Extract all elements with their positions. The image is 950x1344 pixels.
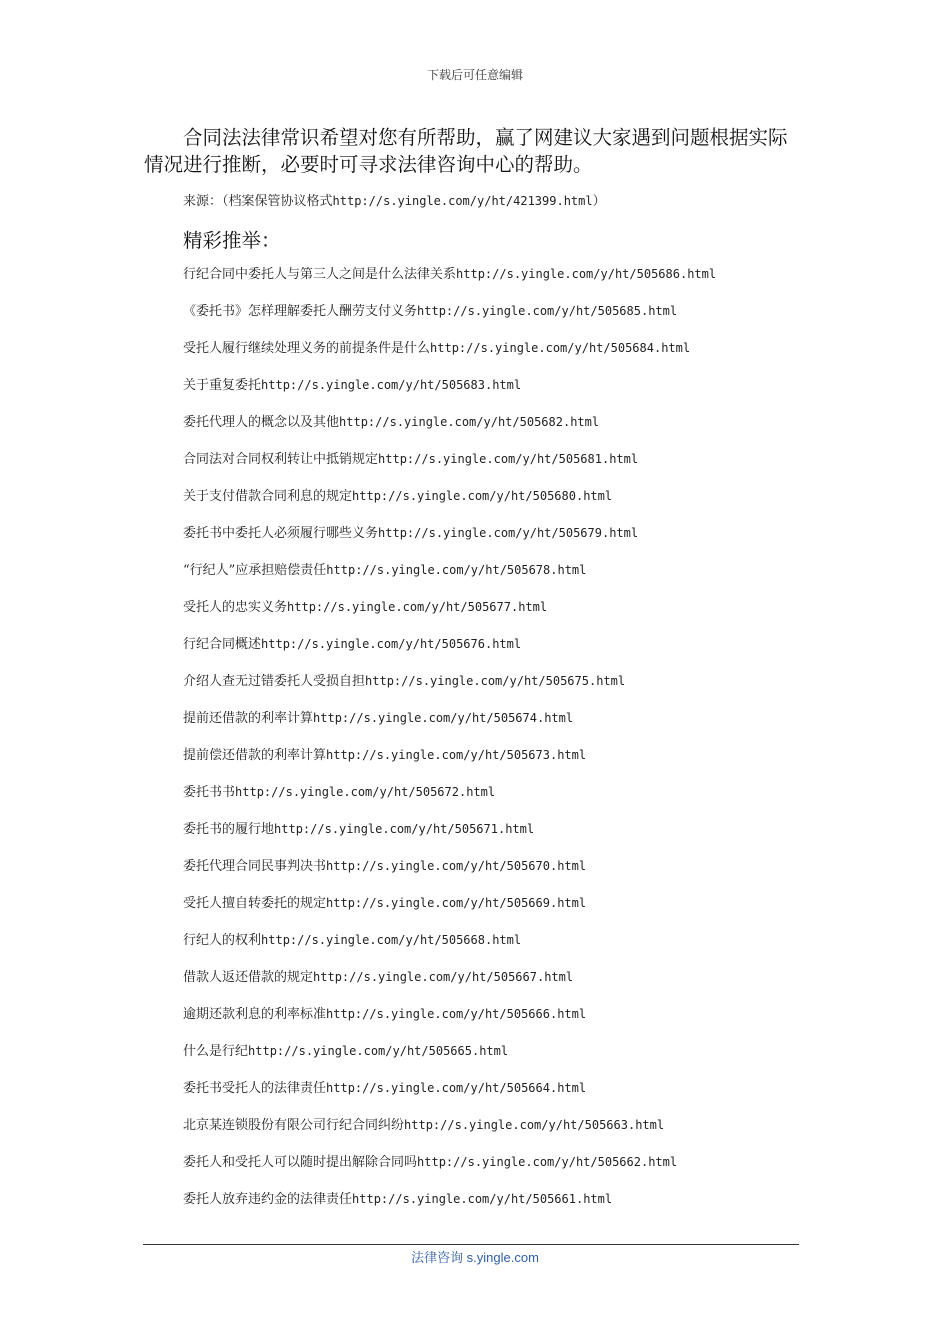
recommendation-link[interactable]: http://s.yingle.com/y/ht/505670.html	[326, 859, 587, 873]
recommendation-title[interactable]: 行纪合同中委托人与第三人之间是什么法律关系	[183, 267, 457, 282]
header-note: 下载后可任意编辑	[426, 68, 523, 82]
recommendation-item[interactable]	[183, 816, 716, 853]
recommendation-link[interactable]: http://s.yingle.com/y/ht/505666.html	[326, 1007, 587, 1021]
recommendation-title[interactable]: 受托人擅自转委托的规定	[183, 896, 327, 911]
recommendations-title: 精彩推举：	[183, 229, 281, 252]
recommendation-link[interactable]: http://s.yingle.com/y/ht/505661.html	[352, 1192, 613, 1206]
recommendation-item[interactable]	[183, 298, 716, 335]
recommendation-item[interactable]	[183, 1112, 716, 1149]
recommendation-item[interactable]	[183, 1001, 716, 1038]
footer-link[interactable]: 法律咨询 s.yingle.com	[411, 1250, 539, 1265]
recommendation-title[interactable]: 委托书书	[183, 785, 236, 800]
recommendation-item[interactable]	[183, 557, 716, 594]
recommendation-item[interactable]	[183, 520, 716, 557]
recommendation-link[interactable]: http://s.yingle.com/y/ht/505674.html	[313, 711, 574, 725]
recommendation-title[interactable]: 受托人的忠实义务	[183, 600, 288, 615]
footer-divider	[143, 1244, 799, 1245]
recommendation-title[interactable]: 委托书的履行地	[183, 822, 275, 837]
recommendation-item[interactable]	[183, 927, 716, 964]
recommendation-item[interactable]	[183, 261, 716, 298]
recommendation-item[interactable]	[183, 1038, 716, 1075]
source-suffix: ）	[592, 194, 606, 209]
recommendation-title[interactable]: 委托书受托人的法律责任	[183, 1081, 327, 1096]
recommendation-title[interactable]: 委托人和受托人可以随时提出解除合同吗	[183, 1155, 418, 1170]
recommendation-title[interactable]: 提前偿还借款的利率计算	[183, 748, 327, 763]
recommendation-link[interactable]: http://s.yingle.com/y/ht/505672.html	[235, 785, 496, 799]
recommendation-link[interactable]: http://s.yingle.com/y/ht/505677.html	[287, 600, 548, 614]
recommendation-item[interactable]	[183, 335, 716, 372]
recommendation-item[interactable]	[183, 1149, 716, 1186]
recommendation-link[interactable]: http://s.yingle.com/y/ht/505667.html	[313, 970, 574, 984]
recommendation-title[interactable]: 《委托书》怎样理解委托人酬劳支付义务	[183, 304, 418, 319]
recommendation-link[interactable]: http://s.yingle.com/y/ht/505671.html	[274, 822, 535, 836]
recommendation-title[interactable]: 行纪人的权利	[183, 933, 262, 948]
recommendation-link[interactable]: http://s.yingle.com/y/ht/505663.html	[404, 1118, 665, 1132]
recommendation-item[interactable]	[183, 446, 716, 483]
recommendation-link[interactable]: http://s.yingle.com/y/ht/505679.html	[378, 526, 639, 540]
recommendations-list	[183, 261, 716, 1223]
recommendation-item[interactable]	[183, 409, 716, 446]
recommendation-item[interactable]	[183, 668, 716, 705]
recommendation-title[interactable]: 受托人履行继续处理义务的前提条件是什么	[183, 341, 431, 356]
recommendation-link[interactable]: http://s.yingle.com/y/ht/505673.html	[326, 748, 587, 762]
recommendation-link[interactable]: http://s.yingle.com/y/ht/505680.html	[352, 489, 613, 503]
recommendation-link[interactable]: http://s.yingle.com/y/ht/505678.html	[326, 563, 587, 577]
recommendation-title[interactable]: 关于支付借款合同利息的规定	[183, 489, 353, 504]
recommendation-item[interactable]	[183, 1075, 716, 1112]
recommendation-link[interactable]: http://s.yingle.com/y/ht/505676.html	[261, 637, 522, 651]
recommendation-title[interactable]: 委托代理人的概念以及其他	[183, 415, 340, 430]
source-link[interactable]: http://s.yingle.com/y/ht/421399.html	[332, 194, 593, 208]
recommendation-link[interactable]: http://s.yingle.com/y/ht/505669.html	[326, 896, 587, 910]
recommendation-link[interactable]: http://s.yingle.com/y/ht/505683.html	[261, 378, 522, 392]
recommendation-link[interactable]: http://s.yingle.com/y/ht/505685.html	[417, 304, 678, 318]
recommendation-title[interactable]: 委托代理合同民事判决书	[183, 859, 327, 874]
source-line	[183, 190, 606, 209]
recommendation-title[interactable]: 委托书中委托人必须履行哪些义务	[183, 526, 379, 541]
recommendation-item[interactable]	[183, 964, 716, 1001]
recommendation-link[interactable]: http://s.yingle.com/y/ht/505675.html	[365, 674, 626, 688]
recommendation-title[interactable]: 介绍人查无过错委托人受损自担	[183, 674, 366, 689]
recommendation-item[interactable]	[183, 779, 716, 816]
recommendation-title[interactable]: 借款人返还借款的规定	[183, 970, 314, 985]
recommendation-title[interactable]: 什么是行纪	[183, 1044, 249, 1059]
source-prefix: 来源：（档案保管协议格式	[183, 194, 333, 209]
recommendation-link[interactable]: http://s.yingle.com/y/ht/505684.html	[430, 341, 691, 355]
recommendation-item[interactable]	[183, 890, 716, 927]
recommendation-link[interactable]: http://s.yingle.com/y/ht/505665.html	[248, 1044, 509, 1058]
recommendation-title[interactable]: 委托人放弃违约金的法律责任	[183, 1192, 353, 1207]
recommendation-title[interactable]: 合同法对合同权利转让中抵销规定	[183, 452, 379, 467]
recommendation-title[interactable]: 逾期还款利息的利率标准	[183, 1007, 327, 1022]
recommendation-link[interactable]: http://s.yingle.com/y/ht/505681.html	[378, 452, 639, 466]
recommendation-title[interactable]: 关于重复委托	[183, 378, 262, 393]
recommendation-item[interactable]	[183, 631, 716, 668]
recommendation-title[interactable]: “行纪人”应承担赔偿责任	[183, 563, 327, 578]
recommendation-item[interactable]	[183, 483, 716, 520]
intro-paragraph: 合同法法律常识希望对您有所帮助，赢了网建议大家遇到问题根据实际情况进行推断，必要时可寻求法律咨询中心的帮助。	[144, 126, 788, 176]
recommendation-item[interactable]	[183, 705, 716, 742]
recommendation-link[interactable]: http://s.yingle.com/y/ht/505668.html	[261, 933, 522, 947]
recommendation-title[interactable]: 提前还借款的利率计算	[183, 711, 314, 726]
recommendation-title[interactable]: 北京某连锁股份有限公司行纪合同纠纷	[183, 1118, 405, 1133]
recommendation-link[interactable]: http://s.yingle.com/y/ht/505664.html	[326, 1081, 587, 1095]
recommendation-item[interactable]	[183, 1186, 716, 1223]
recommendation-item[interactable]	[183, 742, 716, 779]
recommendation-item[interactable]	[183, 372, 716, 409]
recommendation-title[interactable]: 行纪合同概述	[183, 637, 262, 652]
recommendation-item[interactable]	[183, 594, 716, 631]
recommendation-item[interactable]	[183, 853, 716, 890]
recommendation-link[interactable]: http://s.yingle.com/y/ht/505682.html	[339, 415, 600, 429]
recommendation-link[interactable]: http://s.yingle.com/y/ht/505662.html	[417, 1155, 678, 1169]
recommendation-link[interactable]: http://s.yingle.com/y/ht/505686.html	[456, 267, 717, 281]
